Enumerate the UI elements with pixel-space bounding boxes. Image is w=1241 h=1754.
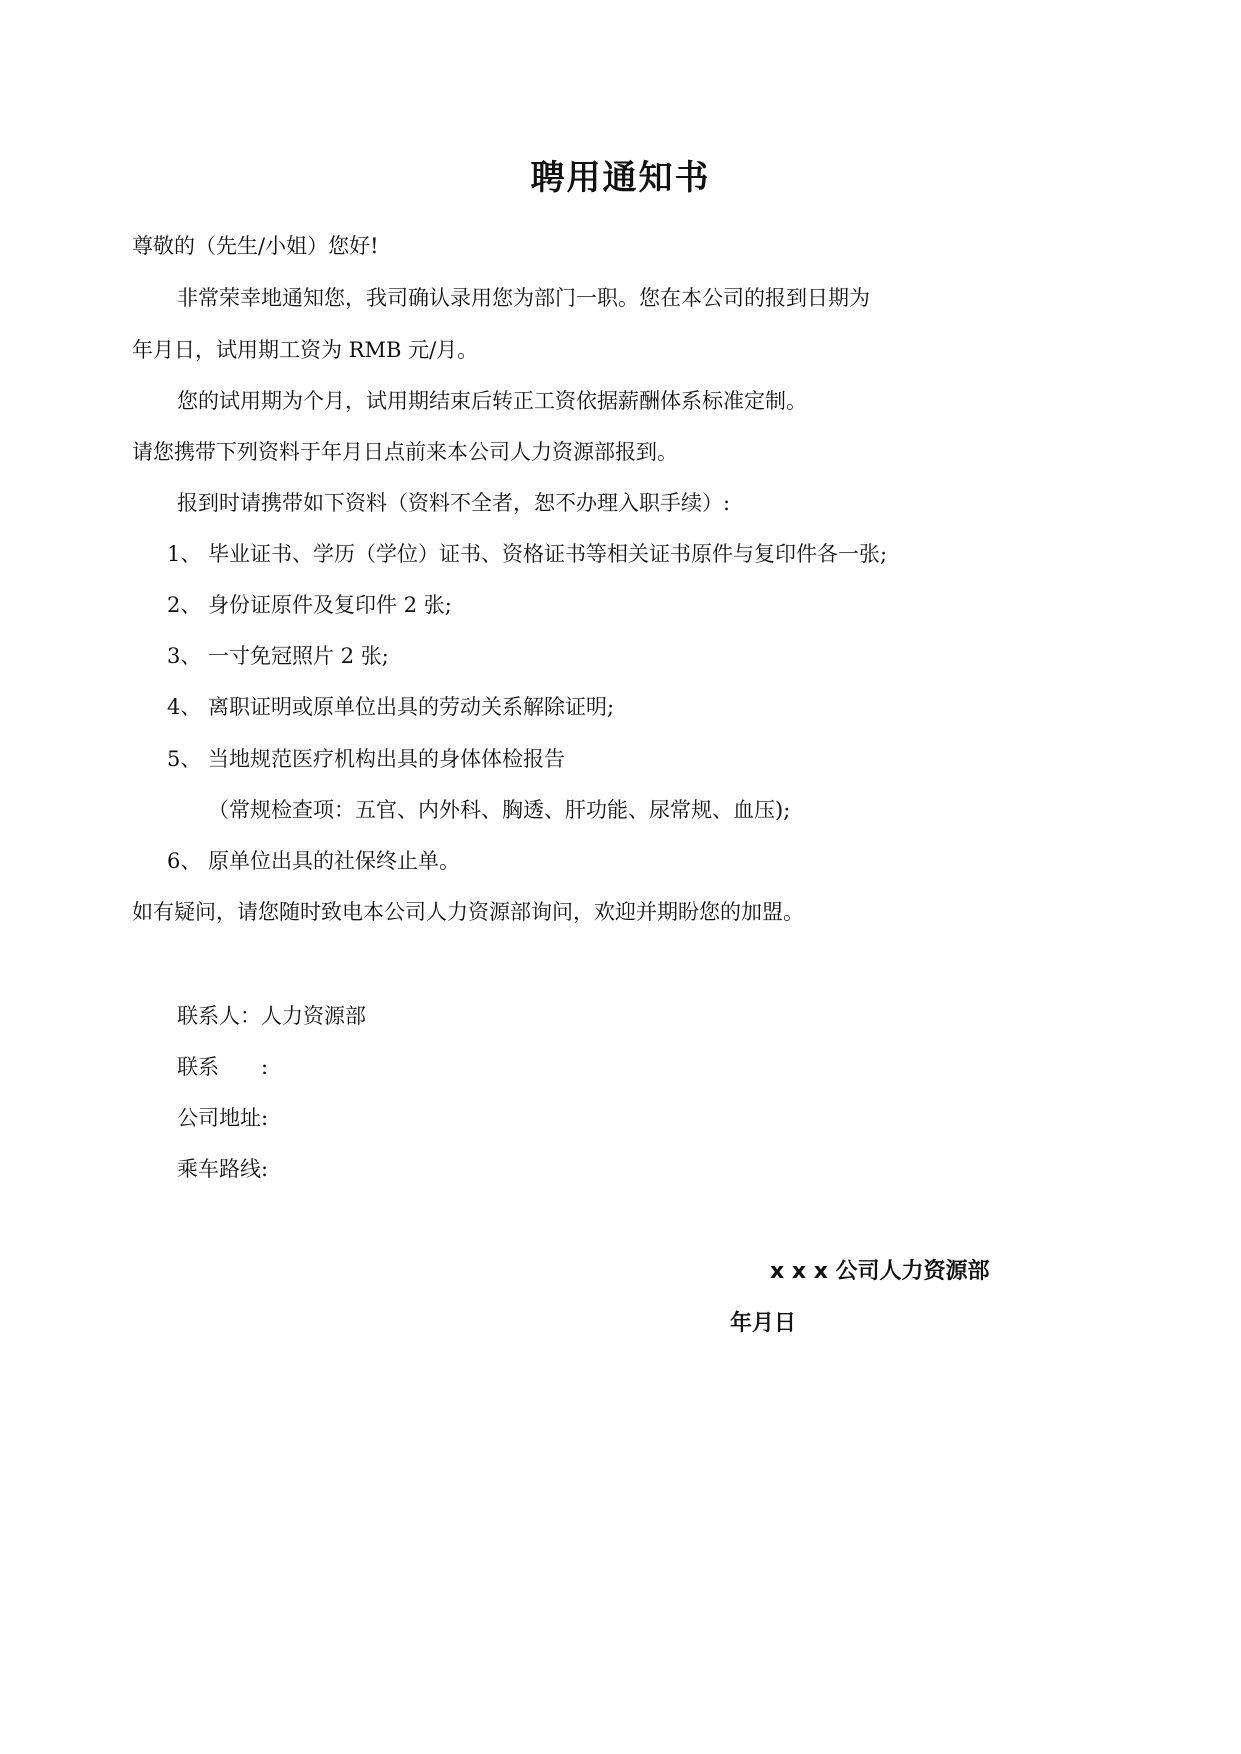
bus-route: 乘车路线: [177, 1157, 269, 1181]
list-item-1: 1、 毕业证书、学历（学位）证书、资格证书等相关证书原件与复印件各一张; [167, 542, 888, 566]
list-item-5: 5、 当地规范医疗机构出具的身体体检报告 [167, 747, 566, 771]
closing-paragraph: 如有疑问，请您随时致电本公司人力资源部询问，欢迎并期盼您的加盟。 [132, 900, 804, 924]
list-item-5-detail: （常规检查项：五官、内外科、胸透、肝功能、尿常规、血压); [208, 798, 791, 822]
contact-person: 联系人：人力资源部 [177, 1004, 366, 1028]
signature-date: 年月日 [730, 1311, 797, 1336]
signature-company: x x x 公司人力资源部 [770, 1259, 990, 1284]
list-item-3: 3、 一寸免冠照片 2 张; [167, 644, 389, 668]
paragraph-1-line-1: 非常荣幸地通知您，我司确认录用您为部门一职。您在本公司的报到日期为 [177, 286, 870, 310]
contact-phone: 联系 : [177, 1055, 269, 1079]
list-item-2: 2、 身份证原件及复印件 2 张; [167, 593, 452, 617]
paragraph-3: 请您携带下列资料于年月日点前来本公司人力资源部报到。 [132, 440, 678, 464]
paragraph-1-line-2: 年月日，试用期工资为 RMB 元/月。 [132, 338, 479, 362]
paragraph-2: 您的试用期为个月，试用期结束后转正工资依据薪酬体系标准定制。 [177, 389, 807, 413]
list-item-4: 4、 离职证明或原单位出具的劳动关系解除证明; [167, 695, 615, 719]
greeting: 尊敬的（先生/小姐）您好! [132, 234, 379, 258]
document-title: 聘用通知书 [530, 158, 711, 198]
list-item-6: 6、 原单位出具的社保终止单。 [167, 849, 461, 873]
company-address: 公司地址: [177, 1106, 269, 1130]
paragraph-4: 报到时请携带如下资料（资料不全者，恕不办理入职手续）: [177, 491, 731, 515]
